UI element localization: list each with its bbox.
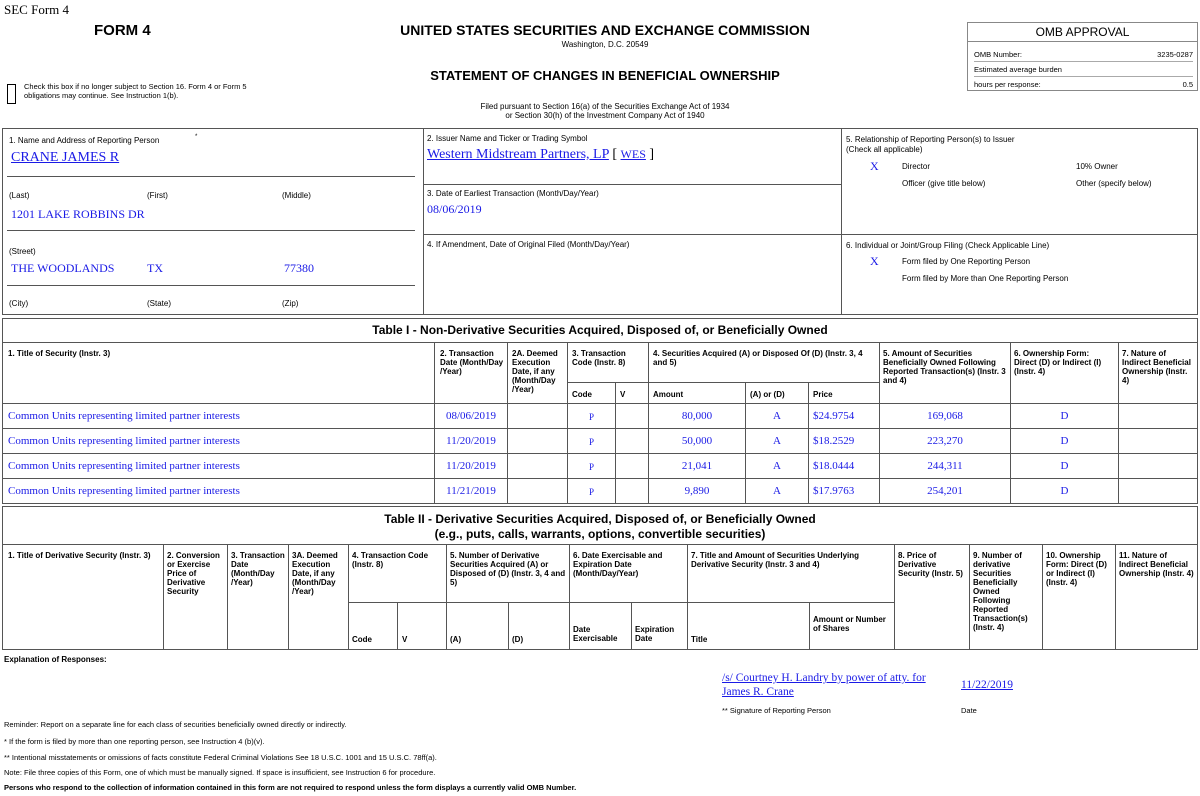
earliest-date-value: 08/06/2019 <box>427 202 482 216</box>
t1-row3-date: 11/20/2019 <box>446 460 496 472</box>
t2-header-title: 1. Title of Derivative Security (Instr. 3) <box>8 551 151 560</box>
t2-header-exercisable: 6. Date Exercisable and Expiration Date (Month/Day/Year) <box>573 551 663 578</box>
t2-sub-date-exercisable: Date Exercisable <box>573 625 618 643</box>
omb-approval-box <box>967 22 1198 91</box>
t1-header-date: 2. Transaction Date (Month/Day /Year) <box>440 349 504 376</box>
reporting-section <box>2 128 1198 315</box>
t1-row4-owned: 254,201 <box>927 485 963 497</box>
issuer-name-link[interactable]: Western Midstream Partners, LP <box>427 147 609 162</box>
omb-burden-row <box>974 62 1193 77</box>
omb-number-row <box>974 47 1193 62</box>
t1-row3-ad: A <box>773 460 781 472</box>
ten-percent-owner-label: 10% Owner <box>1076 162 1118 171</box>
table2-subtitle: (e.g., puts, calls, warrants, options, convertible securities) <box>434 527 766 541</box>
other-label: Other (specify below) <box>1076 179 1152 188</box>
table2-title: Table II - Derivative Securities Acquired, Disposed of, or Beneficially Owned <box>384 512 816 526</box>
address-city: THE WOODLANDS <box>11 261 115 275</box>
date-label: Date <box>961 706 977 715</box>
ticker-link[interactable]: WES <box>620 147 646 161</box>
note-misstatements: ** Intentional misstatements or omissions of facts constitute Federal Criminal Violations See 18 U.S.C. 1001 and 15 U.S.C. 78ff(a). <box>4 753 437 762</box>
t1-header-amount-owned: 5. Amount of Securities Beneficially Owned Following Reported Transaction(s) (Instr. 3 and 4) <box>883 349 1006 385</box>
t2-sub-a: (A) <box>450 635 462 644</box>
t1-row3-amount: 21,041 <box>681 460 713 472</box>
address-zip: 77380 <box>284 261 314 275</box>
filed-line-1: Filed pursuant to Section 16(a) of the Securities Exchange Act of 1934 <box>480 102 730 111</box>
t2-header-code: 4. Transaction Code (Instr. 8) <box>352 551 429 569</box>
t2-header-underlying: 7. Title and Amount of Securities Underlying Derivative Security (Instr. 3 and 4) <box>691 551 860 569</box>
first-label: (First) <box>147 191 168 200</box>
t1-row4-date: 11/21/2019 <box>446 485 496 497</box>
t2-header-deemed: 3A. Deemed Execution Date, if any (Month/Day /Year) <box>292 551 338 596</box>
t1-row1-form: D <box>1060 410 1069 422</box>
reporting-person-label: 1. Name and Address of Reporting Person <box>9 136 160 145</box>
t2-header-number: 5. Number of Derivative Securities Acquired (A) or Disposed of (D) (Instr. 3, 4 and 5) <box>450 551 566 587</box>
filed-line-2: or Section 30(h) of the Investment Company Act of 1940 <box>505 111 705 120</box>
t1-row2-title: Common Units representing limited partner interests <box>8 435 240 447</box>
t1-header-deemed: 2A. Deemed Execution Date, if any (Month/Day /Year) <box>512 349 558 394</box>
t1-row3-form: D <box>1060 460 1069 472</box>
t2-sub-title: Title <box>691 635 708 644</box>
middle-label: (Middle) <box>282 191 311 200</box>
checkbox-instruction: Check this box if no longer subject to Section 16. Form 4 or Form 5 obligations may continue. See Instruction 1(b). <box>24 82 247 100</box>
t1-header-ownership: 6. Ownership Form: Direct (D) or Indirect (I) (Instr. 4) <box>1014 349 1102 376</box>
t1-row2-ad: A <box>773 435 781 447</box>
filing-mark: X <box>870 254 879 268</box>
t1-row3-owned: 244,311 <box>927 460 963 472</box>
t1-row4-amount: 9,890 <box>684 485 710 497</box>
officer-label: Officer (give title below) <box>902 179 986 188</box>
director-mark: X <box>870 159 879 173</box>
table-non-derivative <box>2 318 1198 504</box>
t2-sub-expiration: Expiration Date <box>635 625 675 643</box>
t1-row1-date: 08/06/2019 <box>445 410 497 422</box>
t1-row4-code: P <box>588 487 594 497</box>
t1-row1-ad: A <box>773 410 781 422</box>
omb-burden-label: Estimated average burden <box>974 65 1062 74</box>
t1-header-price-sub: Price <box>813 390 833 399</box>
ticker-close-bracket: ] <box>649 147 655 162</box>
t2-sub-amount-shares: Amount or Number of Shares <box>813 615 886 633</box>
agency-title: UNITED STATES SECURITIES AND EXCHANGE COMMISSION <box>400 22 810 38</box>
t1-row3-title: Common Units representing limited partner interests <box>8 460 240 472</box>
note-omb: Persons who respond to the collection of information contained in this form are not required to respond unless the form displays a currently valid OMB Number. <box>4 783 577 792</box>
t1-row2-owned: 223,270 <box>927 435 963 447</box>
explanation-label: Explanation of Responses: <box>4 655 107 664</box>
asterisk-marker: * <box>195 134 198 140</box>
last-label: (Last) <box>9 191 30 200</box>
t1-row1-owned: 169,068 <box>927 410 963 422</box>
t1-row4-form: D <box>1060 485 1069 497</box>
t1-header-v-sub: V <box>620 390 626 399</box>
omb-hours-row <box>974 77 1193 92</box>
t1-row4-ad: A <box>773 485 781 497</box>
signature-date[interactable]: 11/22/2019 <box>961 679 1013 691</box>
issuer-label: 2. Issuer Name and Ticker or Trading Symbol <box>427 134 588 143</box>
t1-row2-amount: 50,000 <box>681 435 713 447</box>
t1-header-ad-sub: (A) or (D) <box>750 390 785 399</box>
state-label: (State) <box>147 299 172 308</box>
ticker-open-bracket: [ <box>612 147 618 162</box>
t1-row2-date: 11/20/2019 <box>446 435 496 447</box>
agency-location: Washington, D.C. 20549 <box>561 40 649 49</box>
address-state: TX <box>147 261 163 275</box>
t1-header-title: 1. Title of Security (Instr. 3) <box>8 349 111 358</box>
reporting-person-name[interactable]: CRANE JAMES R <box>11 150 120 165</box>
t1-header-code: 3. Transaction Code (Instr. 8) <box>572 349 626 367</box>
t2-header-price: 8. Price of Derivative Security (Instr. 5) <box>898 551 963 578</box>
omb-title: OMB APPROVAL <box>968 23 1197 42</box>
t1-row2-code: P <box>588 437 594 447</box>
t1-row4-price: $17.9763 <box>813 485 855 497</box>
t1-row3-code: P <box>588 462 594 472</box>
t2-header-owned: 9. Number of derivative Securities Beneficially Owned Following Reported Transaction(s) (Instr. 4) <box>973 551 1028 632</box>
amendment-label: 4. If Amendment, Date of Original Filed (Month/Day/Year) <box>427 240 630 249</box>
filing-one-label: Form filed by One Reporting Person <box>902 257 1031 266</box>
t1-row4-title: Common Units representing limited partner interests <box>8 485 240 497</box>
zip-label: (Zip) <box>282 299 299 308</box>
relationship-label: 5. Relationship of Reporting Person(s) to Issuer <box>846 135 1015 144</box>
form-title: FORM 4 <box>94 22 151 39</box>
t2-sub-d: (D) <box>512 635 524 644</box>
section16-checkbox[interactable] <box>7 84 16 104</box>
t2-header-date: 3. Transaction Date (Month/Day /Year) <box>231 551 285 587</box>
omb-hours-value: 0.5 <box>1182 80 1193 89</box>
reminder-text: Reminder: Report on a separate line for each class of securities beneficially owned directly or indirectly. <box>4 720 347 729</box>
filing-label: 6. Individual or Joint/Group Filing (Check Applicable Line) <box>846 241 1050 250</box>
note-copies: Note: File three copies of this Form, one of which must be manually signed. If space is insufficient, see Instruction 6 for procedure. <box>4 768 436 777</box>
t1-row1-title: Common Units representing limited partner interests <box>8 410 240 422</box>
t1-row2-form: D <box>1060 435 1069 447</box>
signature-link[interactable]: /s/ Courtney H. Landry by power of atty. for James R. Crane <box>722 672 926 698</box>
t1-header-code-sub: Code <box>572 390 592 399</box>
statement-title: STATEMENT OF CHANGES IN BENEFICIAL OWNERSHIP <box>430 68 780 83</box>
note-multiple-persons: * If the form is filed by more than one reporting person, see Instruction 4 (b)(v). <box>4 737 265 746</box>
t1-row1-amount: 80,000 <box>681 410 713 422</box>
omb-hours-label: hours per response: <box>974 80 1041 89</box>
earliest-date-label: 3. Date of Earliest Transaction (Month/Day/Year) <box>427 189 599 198</box>
filing-more-label: Form filed by More than One Reporting Person <box>902 274 1069 283</box>
t2-header-nature: 11. Nature of Indirect Beneficial Ownership (Instr. 4) <box>1119 551 1194 578</box>
t2-sub-code: Code <box>352 635 372 644</box>
t1-header-amount-sub: Amount <box>653 390 684 399</box>
table1-title: Table I - Non-Derivative Securities Acquired, Disposed of, or Beneficially Owned <box>372 323 828 337</box>
table-derivative <box>2 506 1198 650</box>
t2-header-conversion: 2. Conversion or Exercise Price of Derivative Security <box>167 551 220 596</box>
t1-row3-price: $18.0444 <box>813 460 855 472</box>
signature-label: ** Signature of Reporting Person <box>722 706 831 715</box>
omb-number-value: 3235-0287 <box>1157 50 1193 59</box>
director-label: Director <box>902 162 931 171</box>
t2-sub-v: V <box>402 635 408 644</box>
relationship-sublabel: (Check all applicable) <box>846 145 923 154</box>
t1-row1-code: P <box>588 412 594 422</box>
issuer-line <box>427 147 654 163</box>
t2-header-ownership: 10. Ownership Form: Direct (D) or Indirect (I) (Instr. 4) <box>1046 551 1107 587</box>
filed-pursuant <box>300 102 910 120</box>
t1-row1-price: $24.9754 <box>813 410 855 422</box>
city-label: (City) <box>9 299 29 308</box>
sec-form-label: SEC Form 4 <box>4 2 70 17</box>
omb-number-label: OMB Number: <box>974 50 1022 59</box>
t1-header-acquired: 4. Securities Acquired (A) or Disposed Of (D) (Instr. 3, 4 and 5) <box>653 349 863 367</box>
street-label: (Street) <box>9 247 36 256</box>
address-street: 1201 LAKE ROBBINS DR <box>11 207 145 221</box>
t1-header-nature: 7. Nature of Indirect Beneficial Ownership (Instr. 4) <box>1122 349 1191 385</box>
t1-row2-price: $18.2529 <box>813 435 855 447</box>
